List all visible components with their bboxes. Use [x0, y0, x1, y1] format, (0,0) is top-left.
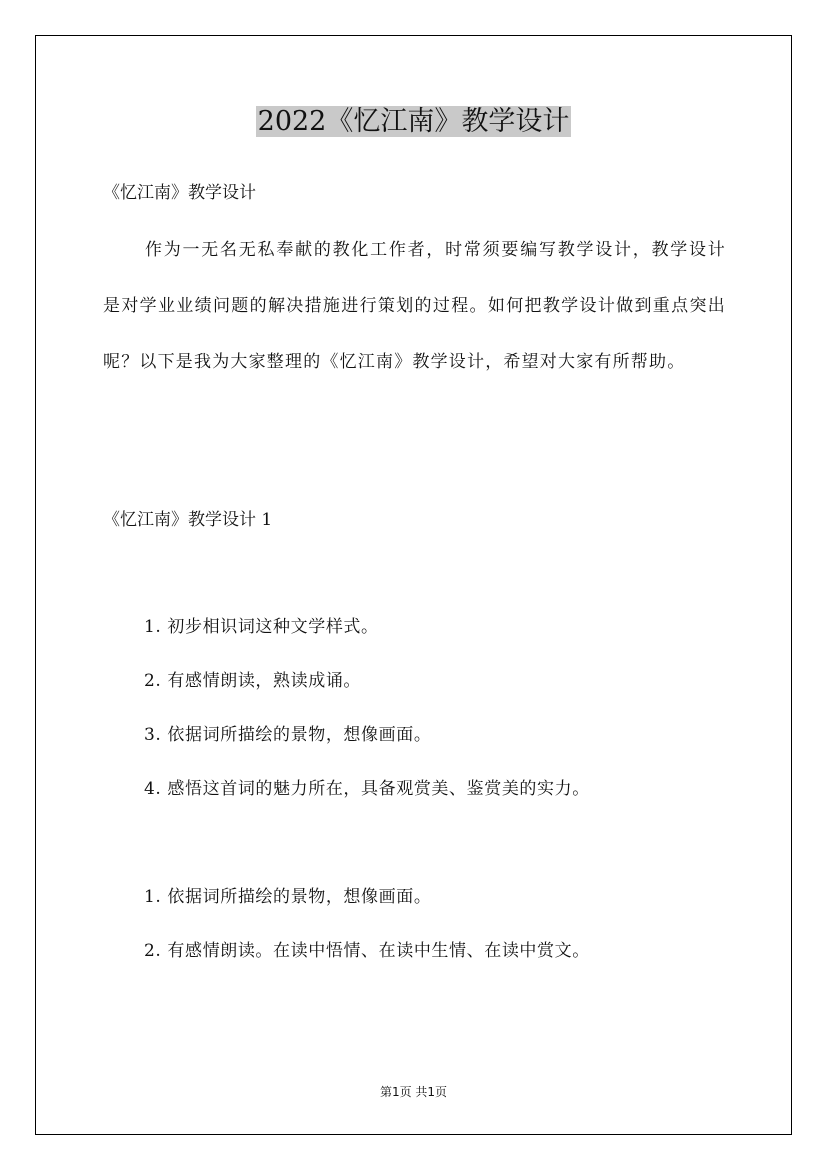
document-title-text: 2022《忆江南》教学设计 [257, 106, 570, 137]
goal-item-4: 4. 感悟这首词的魅力所在，具备观赏美、鉴赏美的实力。 [144, 779, 590, 799]
section-heading: 《忆江南》教学设计 1 [103, 510, 273, 530]
goal-item-3: 3. 依据词所描绘的景物，想像画面。 [144, 725, 432, 745]
document-title [0, 102, 827, 142]
page-footer: 第1页 共1页 [379, 1085, 448, 1099]
document-subtitle: 《忆江南》教学设计 [103, 183, 256, 203]
key-point-item-2: 2. 有感情朗读。在读中悟情、在读中生情、在读中赏文。 [144, 941, 590, 961]
goal-item-2: 2. 有感情朗读，熟读成诵。 [144, 671, 362, 691]
goal-item-1: 1. 初步相识词这种文学样式。 [144, 617, 379, 637]
intro-paragraph: 作为一无名无私奉献的教化工作者，时常须要编写教学设计，教学设计是对学业业绩问题的解决措施进行策划的过程。如何把教学设计做到重点突出呢？以下是我为大家整理的《忆江南》教学设计，希望对大家有所帮助。 [103, 240, 726, 372]
key-point-item-1: 1. 依据词所描绘的景物，想像画面。 [144, 887, 432, 907]
